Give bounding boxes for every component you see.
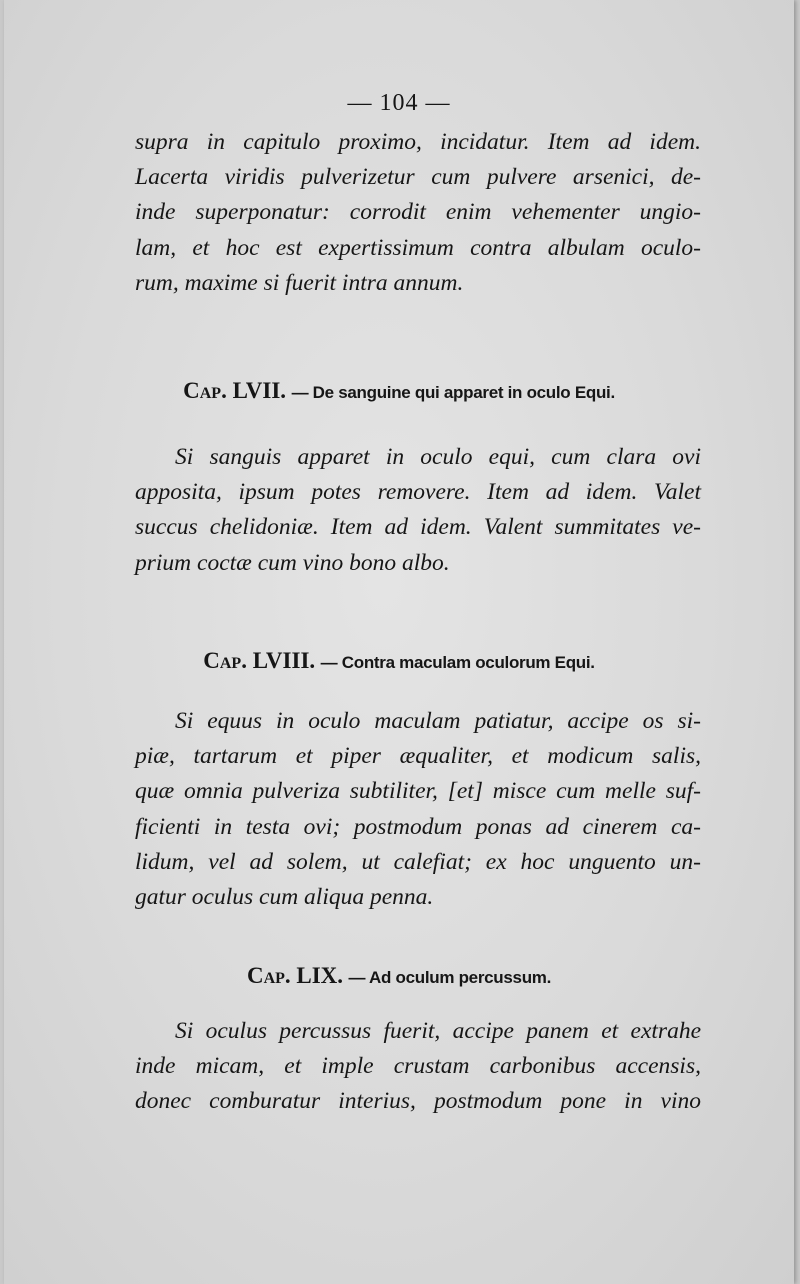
chapter-title: — Contra maculam oculorum Equi.: [320, 653, 595, 672]
chapter-heading-58: [4, 648, 794, 674]
text-line: quæ omnia pulveriza subtiliter, [et] misce cum melle suf-: [135, 778, 701, 805]
text-line: Si equus in oculo maculam patiatur, accipe os si-: [175, 708, 701, 734]
book-page: [4, 0, 794, 1284]
chapter-heading-59: [4, 963, 794, 989]
text-line: succus chelidoniæ. Item ad idem. Valent summitates ve-: [135, 514, 701, 541]
text-line: Si sanguis apparet in oculo equi, cum clara ovi: [175, 444, 701, 470]
text-line: supra in capitulo proximo, incidatur. Item ad idem.: [135, 129, 701, 155]
text-line: gatur oculus cum aliqua penna.: [135, 884, 434, 911]
text-line: apposita, ipsum potes removere. Item ad idem. Valet: [135, 479, 701, 506]
paragraph-cap-58: [135, 704, 701, 915]
text-line: donec comburatur interius, postmodum pone in vino: [135, 1088, 701, 1115]
text-line: prium coctæ cum vino bono albo.: [135, 549, 450, 576]
text-line: rum, maxime si fuerit intra annum.: [135, 269, 464, 296]
text-line: lidum, vel ad solem, ut calefiat; ex hoc unguento un-: [135, 848, 701, 875]
text-line: Lacerta viridis pulverizetur cum pulvere arsenici, de-: [135, 164, 701, 191]
text-line: ficienti in testa ovi; postmodum ponas ad cinerem ca-: [135, 813, 701, 840]
chapter-title: — Ad oculum percussum.: [348, 968, 552, 987]
chapter-number: Cap. LIX.: [246, 963, 344, 988]
text-line: Si oculus percussus fuerit, accipe panem et extrahe: [175, 1018, 701, 1044]
paragraph-cap-57: [135, 440, 701, 581]
paragraph-intro: [135, 125, 701, 301]
text-line: piæ, tartarum et piper æqualiter, et modicum salis,: [135, 743, 701, 770]
text-line: inde micam, et imple crustam carbonibus accensis,: [135, 1053, 701, 1080]
chapter-title: — De sanguine qui apparet in oculo Equi.: [291, 383, 615, 402]
page-number: — 104 —: [347, 90, 451, 116]
chapter-number: Cap. LVII.: [183, 378, 287, 403]
chapter-number: Cap. LVIII.: [203, 648, 316, 673]
paragraph-cap-59: [135, 1014, 701, 1120]
text-line: lam, et hoc est expertissimum contra albulam oculo-: [135, 234, 701, 261]
chapter-heading-57: [4, 378, 794, 404]
text-line: inde superponatur: corrodit enim vehementer ungio-: [135, 199, 701, 226]
